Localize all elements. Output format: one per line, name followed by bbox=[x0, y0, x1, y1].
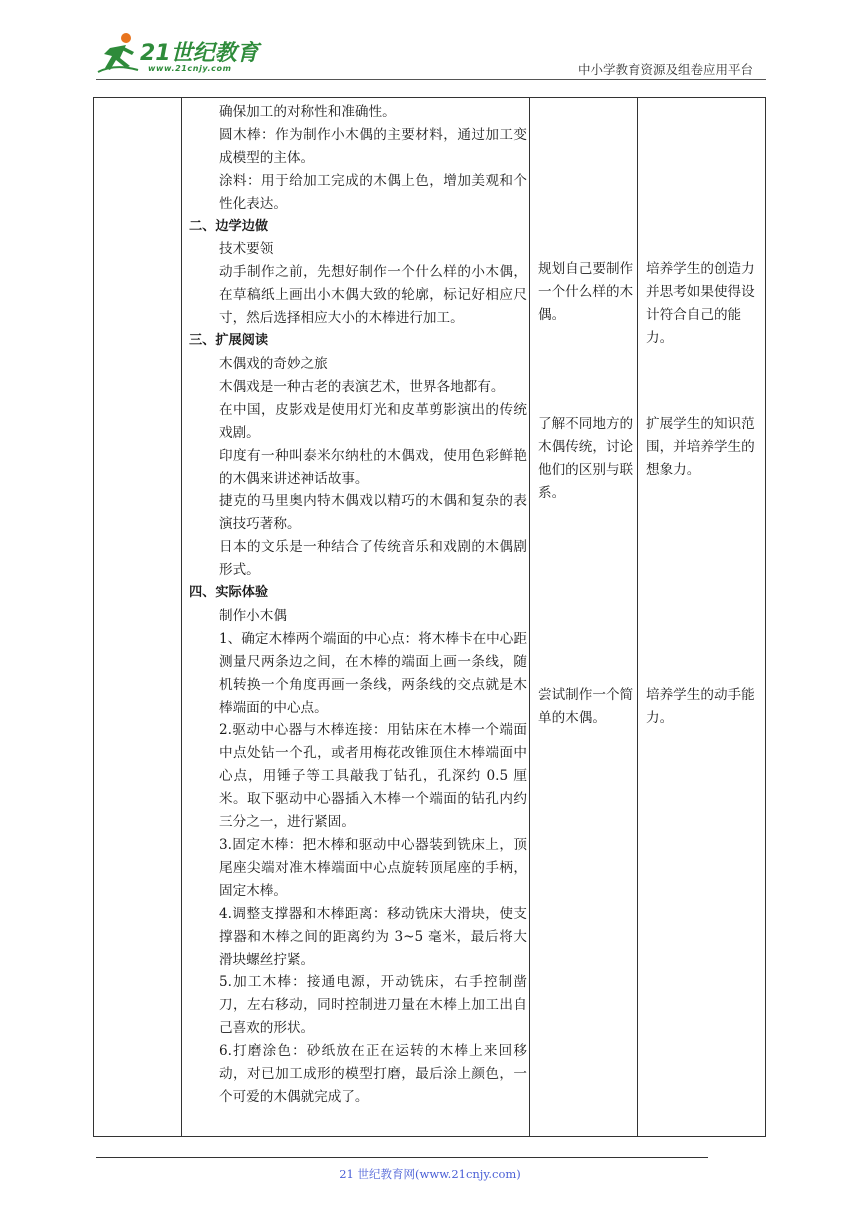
content-paragraph: 木偶戏的奇妙之旅 bbox=[219, 355, 328, 372]
content-paragraph: 木偶戏是一种古老的表演艺术，世界各地都有。 bbox=[219, 378, 505, 395]
column-divider-3 bbox=[637, 97, 638, 1137]
table-border-right bbox=[765, 97, 766, 1137]
student-activity-text: 规划自己要制作一个什么样的木偶。 bbox=[538, 261, 634, 323]
content-paragraph: 2.驱动中心器与木棒连接：用钻床在木棒一个端面中点处钻一个孔，或者用梅花改锥顶住木棒端面中心点，用锤子等工具敲我丁钻孔，孔深约 0.5 厘米。取下驱动中心器插入木棒一个端面的钻孔内约三分之一，进行紧固。 bbox=[219, 722, 527, 831]
content-paragraph: 技术要领 bbox=[219, 241, 274, 258]
design-intent-text: 培养学生的创造力并思考如果使得设计符合自己的能力。 bbox=[646, 261, 755, 346]
content-paragraph: 圆木棒：作为制作小木偶的主要材料，通过加工变成模型的主体。 bbox=[219, 126, 527, 166]
column-divider-2 bbox=[529, 97, 530, 1137]
student-activity-cell bbox=[538, 258, 634, 327]
content-paragraph: 确保加工的对称性和准确性。 bbox=[219, 104, 396, 120]
content-paragraph: 制作小木偶 bbox=[219, 607, 287, 624]
page-header bbox=[0, 0, 860, 80]
student-activity-text: 了解不同地方的木偶传统，讨论他们的区别与联系。 bbox=[538, 416, 634, 501]
content-paragraph: 捷克的马里奥内特木偶戏以精巧的木偶和复杂的表演技巧著称。 bbox=[219, 493, 527, 533]
design-intent-text: 培养学生的动手能力。 bbox=[646, 687, 755, 726]
content-paragraph: 在中国，皮影戏是使用灯光和皮革剪影演出的传统戏剧。 bbox=[219, 401, 527, 441]
content-paragraph: 6.打磨涂色：砂纸放在正在运转的木棒上来回移动，对已加工成形的模型打磨，最后涂上颜色，一个可爱的木偶就完成了。 bbox=[219, 1043, 527, 1105]
section-heading: 四、实际体验 bbox=[189, 585, 269, 601]
table-border-top bbox=[93, 97, 766, 98]
platform-name: 中小学教育资源及组卷应用平台 bbox=[577, 62, 753, 77]
design-intent-cell bbox=[646, 258, 762, 350]
design-intent-cell bbox=[646, 413, 762, 482]
content-paragraph: 动手制作之前，先想好制作一个什么样的小木偶，在草稿纸上画出小木偶大致的轮廓，标记好相应尺寸，然后选择相应大小的木棒进行加工。 bbox=[219, 264, 527, 327]
content-paragraph: 日本的文乐是一种结合了传统音乐和戏剧的木偶剧形式。 bbox=[219, 539, 527, 579]
design-intent-text: 扩展学生的知识范围，并培养学生的想象力。 bbox=[646, 416, 755, 478]
footer-link[interactable]: 21 世纪教育网(www.21cnjy.com) bbox=[339, 1167, 521, 1181]
section-heading: 三、扩展阅读 bbox=[189, 333, 269, 349]
logo-url: www.21cnjy.com bbox=[148, 64, 232, 73]
site-logo[interactable] bbox=[96, 30, 266, 78]
student-activity-cell bbox=[538, 413, 634, 505]
student-activity-text: 尝试制作一个简单的木偶。 bbox=[538, 687, 634, 726]
content-paragraph: 5.加工木棒：接通电源，开动铣床，右手控制凿刀，左右移动，同时控制进刀量在木棒上加工出自己喜欢的形状。 bbox=[219, 974, 527, 1037]
design-intent-cell bbox=[646, 684, 762, 730]
column-divider-1 bbox=[181, 97, 182, 1137]
teaching-content bbox=[189, 101, 527, 1109]
content-paragraph: 印度有一种叫泰米尔纳杜的木偶戏，使用色彩鲜艳的木偶来讲述神话故事。 bbox=[219, 447, 527, 487]
running-figure-icon bbox=[96, 30, 140, 76]
content-paragraph: 3.固定木棒：把木棒和驱动中心器装到铣床上，顶尾座尖端对准木棒端面中心点旋转顶尾座的手柄，固定木棒。 bbox=[219, 837, 527, 899]
content-paragraph: 涂料：用于给加工完成的木偶上色，增加美观和个性化表达。 bbox=[219, 172, 527, 212]
content-paragraph: 1、确定木棒两个端面的中心点：将木棒卡在中心距测量尺两条边之间，在木棒的端面上画一条线，随机转换一个角度再画一条线，两条线的交点就是木棒端面的中心点。 bbox=[219, 630, 527, 716]
logo-name: 21世纪教育 bbox=[140, 41, 259, 66]
footer-divider bbox=[96, 1157, 708, 1158]
table-border-left bbox=[93, 97, 94, 1137]
student-activity-cell bbox=[538, 684, 634, 730]
section-heading: 二、边学边做 bbox=[189, 218, 269, 234]
content-paragraph: 4.调整支撑器和木棒距离：移动铣床大滑块，使支撑器和木棒之间的距离约为 3~5 毫米，最后将大滑块螺丝拧紧。 bbox=[219, 905, 527, 968]
table-border-bottom bbox=[93, 1136, 766, 1137]
header-divider bbox=[96, 79, 766, 80]
